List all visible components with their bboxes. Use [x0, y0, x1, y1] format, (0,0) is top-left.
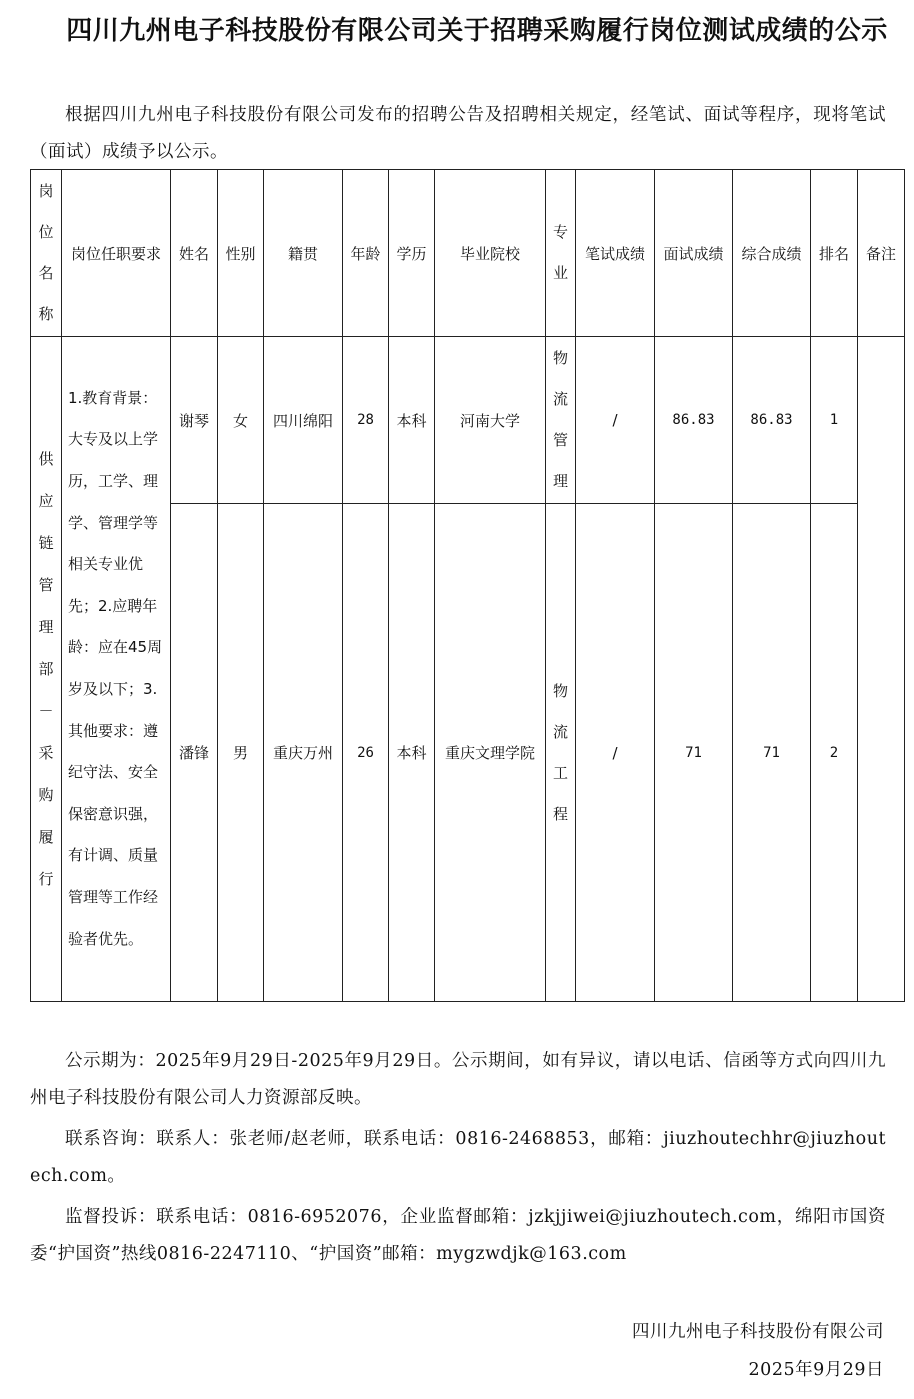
position-name-cell: 供应链管理部－采购履行	[31, 337, 62, 1002]
table-row	[31, 337, 905, 504]
header-requirements: 岗位任职要求	[62, 170, 171, 337]
header-remark: 备注	[858, 170, 905, 337]
signature-company: 四川九州电子科技股份有限公司	[632, 1322, 884, 1342]
candidate-education: 本科	[389, 337, 435, 504]
candidate-written-score: /	[576, 504, 655, 1002]
intro-paragraph: 根据四川九州电子科技股份有限公司发布的招聘公告及招聘相关规定，经笔试、面试等程序，现将笔试（面试）成绩予以公示。	[30, 105, 886, 162]
notice-period-paragraph: 公示期为：2025年9月29日-2025年9月29日。公示期间，如有异议，请以电话、信函等方式向四川九州电子科技股份有限公司人力资源部反映。	[30, 1051, 886, 1108]
candidate-age: 26	[343, 504, 389, 1002]
results-table	[30, 169, 905, 1002]
supervision-paragraph: 监督投诉：联系电话：0816-6952076，企业监督邮箱：jzkjjiwei@jiuzhoutech.com，绵阳市国资委“护国资”热线0816-2247110、“护国资”邮箱：mygzwdjk@163.com	[30, 1207, 886, 1264]
candidate-major: 物流工程	[546, 504, 576, 1002]
header-name: 姓名	[171, 170, 218, 337]
header-interview-score: 面试成绩	[655, 170, 733, 337]
header-total-score: 综合成绩	[733, 170, 811, 337]
header-rank: 排名	[811, 170, 858, 337]
candidate-name: 谢琴	[171, 337, 218, 504]
header-written-score: 笔试成绩	[576, 170, 655, 337]
candidate-major: 物流管理	[546, 337, 576, 504]
table-header-row	[31, 170, 905, 337]
candidate-written-score: /	[576, 337, 655, 504]
candidate-name: 潘锋	[171, 504, 218, 1002]
candidate-interview-score: 86.83	[655, 337, 733, 504]
signature-date: 2025年9月29日	[748, 1360, 884, 1380]
candidate-gender: 女	[218, 337, 264, 504]
candidate-gender: 男	[218, 504, 264, 1002]
candidate-total-score: 71	[733, 504, 811, 1002]
candidate-hometown: 四川绵阳	[264, 337, 343, 504]
header-position: 岗位名称	[31, 170, 62, 337]
candidate-school: 河南大学	[435, 337, 546, 504]
header-education: 学历	[389, 170, 435, 337]
header-school: 毕业院校	[435, 170, 546, 337]
candidate-remark	[858, 337, 905, 1002]
header-major: 专业	[546, 170, 576, 337]
page-title: 四川九州电子科技股份有限公司关于招聘采购履行岗位测试成绩的公示	[66, 16, 888, 46]
candidate-age: 28	[343, 337, 389, 504]
candidate-total-score: 86.83	[733, 337, 811, 504]
candidate-education: 本科	[389, 504, 435, 1002]
candidate-hometown: 重庆万州	[264, 504, 343, 1002]
candidate-rank: 1	[811, 337, 858, 504]
candidate-school: 重庆文理学院	[435, 504, 546, 1002]
header-gender: 性别	[218, 170, 264, 337]
header-hometown: 籍贯	[264, 170, 343, 337]
header-age: 年龄	[343, 170, 389, 337]
candidate-rank: 2	[811, 504, 858, 1002]
candidate-interview-score: 71	[655, 504, 733, 1002]
contact-paragraph: 联系咨询：联系人：张老师/赵老师，联系电话：0816-2468853，邮箱：jiuzhoutechhr@jiuzhoutech.com。	[30, 1129, 886, 1186]
requirements-cell: 1.教育背景：大专及以上学历，工学、理学、管理学等相关专业优先；2.应聘年龄：应在45周岁及以下；3.其他要求：遵纪守法、安全保密意识强，有计调、质量管理等工作经验者优先。	[62, 337, 171, 1002]
